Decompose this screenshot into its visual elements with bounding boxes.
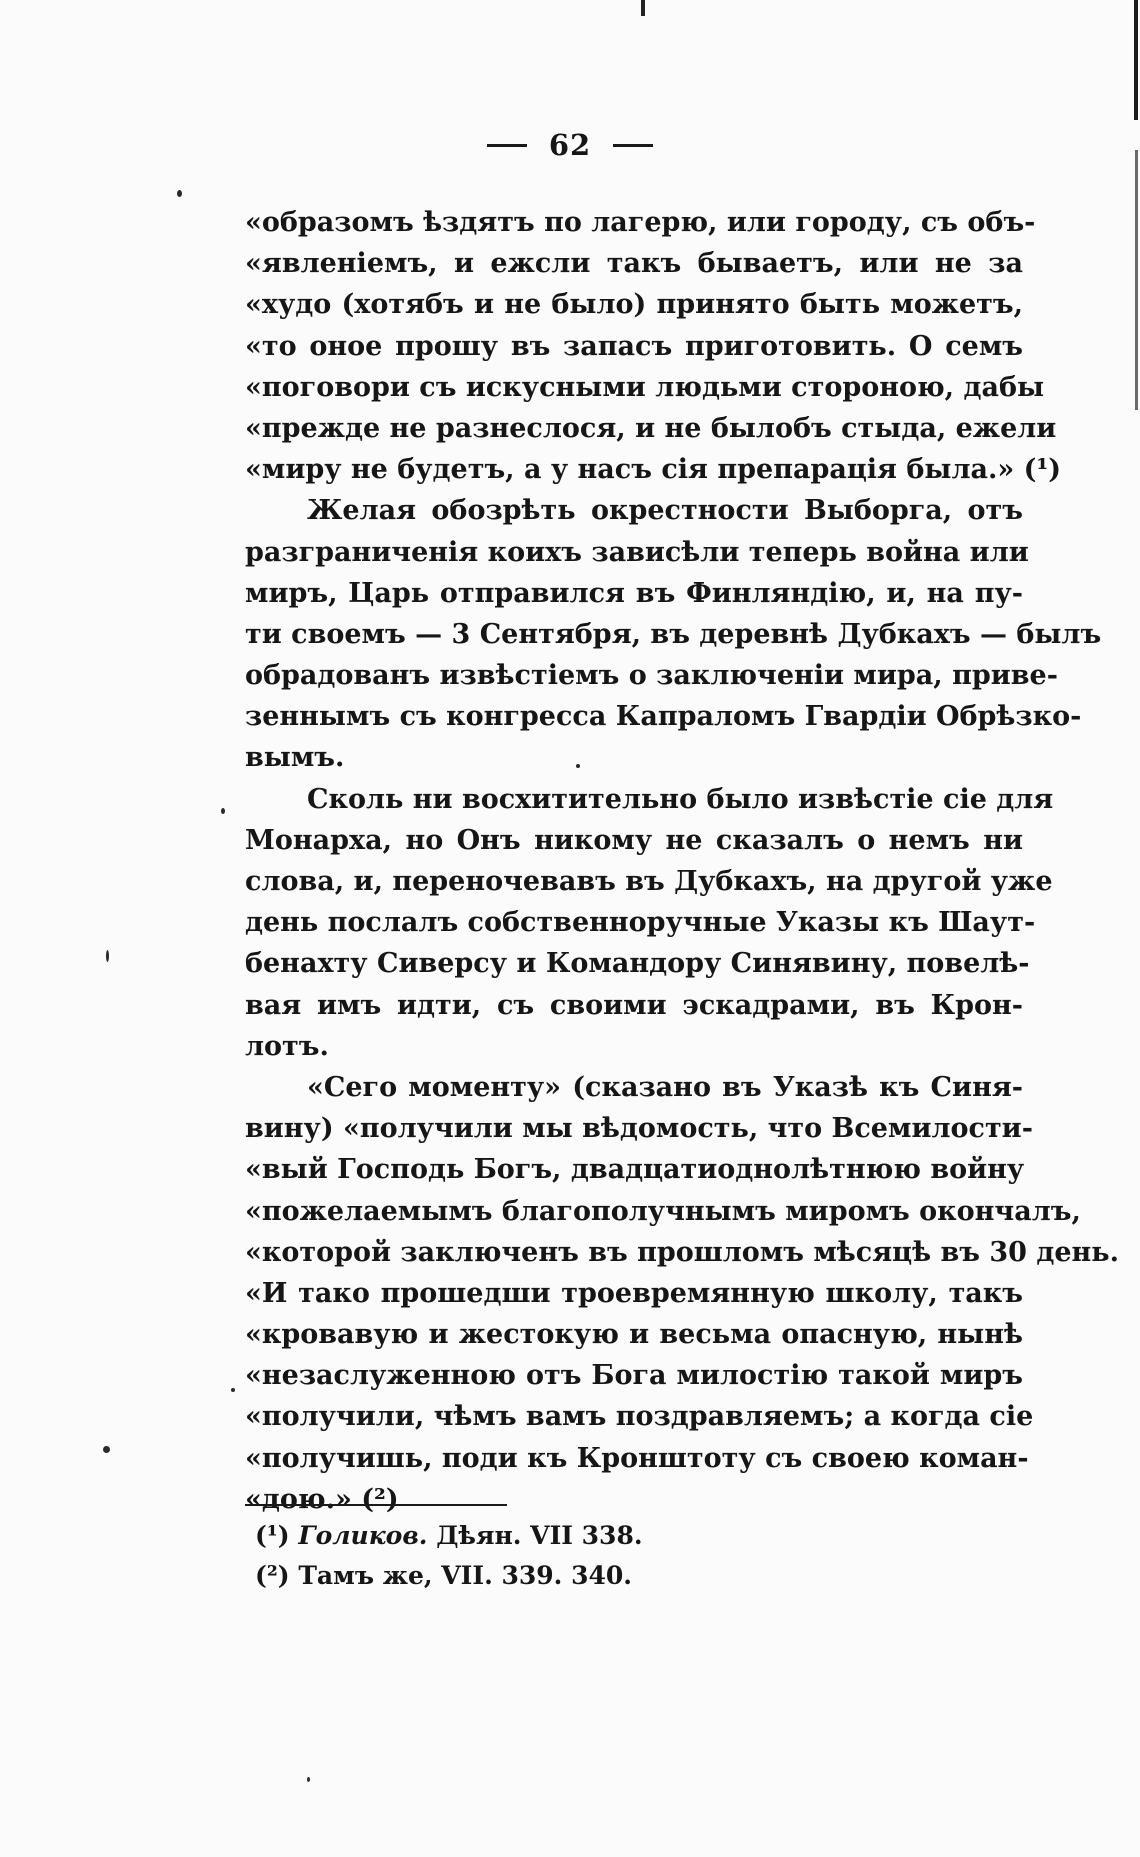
text-line: разграниченія коихъ зависѣли теперь война или (245, 536, 1029, 568)
scan-speck (307, 1777, 310, 1782)
text-line: бенахту Сиверсу и Командору Синявину, повелѣ- (245, 948, 1030, 980)
footnote-marker: (¹) (255, 1521, 290, 1550)
text-line: ти своемъ — 3 Сентября, въ деревнѣ Дубкахъ — былъ (245, 618, 1102, 650)
text-line: Монарха, но Онъ никому не сказалъ о немъ ни (245, 824, 1023, 856)
text-line: «то оное прошу въ запасъ приготовить. О семъ (245, 330, 1023, 362)
scan-speck (576, 764, 580, 768)
text-line: «худо (хотябъ и не было) принято быть можетъ, (245, 289, 1023, 321)
text-line: слова, и, переночевавъ въ Дубкахъ, на другой уже (245, 866, 1053, 897)
text-line: день послалъ собственноручные Указы къ Шаут- (245, 907, 1036, 939)
text-line: зеннымъ съ конгресса Капраломъ Гвардіи Обрѣзко- (245, 701, 1082, 733)
text-line: «Сего моменту» (сказано въ Указѣ къ Синя- (307, 1071, 1023, 1103)
footnote-marker: (²) (255, 1561, 290, 1590)
text-line: «пожелаемымъ благополучнымъ миромъ окончалъ, (245, 1195, 1081, 1227)
footnotes (255, 1516, 755, 1596)
scan-edge (1135, 150, 1138, 410)
text-line: «которой заключенъ въ прошломъ мѣсяцѣ въ 30 день. (245, 1236, 1120, 1268)
scan-mark (641, 0, 645, 16)
text-line: «получишь, поди къ Кронштоту съ своею коман- (245, 1442, 1029, 1474)
text-line: «вый Господь Богъ, двадцатиоднолѣтнюю войну (245, 1154, 1025, 1186)
text-line: «явленіемъ, и ежсли такъ бываетъ, или не за (245, 248, 1023, 280)
text-line: обрадованъ извѣстіемъ о заключеніи мира, приве- (245, 660, 1058, 692)
text-line: «кровавую и жестокую и весьма опасную, нынѣ (245, 1319, 1023, 1351)
scan-speck (231, 1388, 235, 1392)
page-number-dash (487, 144, 527, 147)
footnote (255, 1556, 755, 1596)
text-line: «прежде не разнеслося, и не былобъ стыда, ежели (245, 412, 1057, 444)
footnote-author: Голиков. (298, 1521, 428, 1550)
page-number-dash (613, 144, 653, 147)
page-number-value: 62 (548, 128, 592, 162)
text-line: «И тако прошедши троевремянную школу, такъ (245, 1277, 1023, 1309)
text-line: «миру не будетъ, а у насъ сія препарація была.» (¹) (245, 454, 1062, 486)
text-line: Сколь ни восхитительно было извѣстіе сіе для (307, 783, 1054, 815)
text-line: лотъ. (245, 1030, 329, 1062)
text-line: вымъ. (245, 742, 345, 774)
footnote-separator (245, 1504, 507, 1506)
footnote (255, 1516, 755, 1556)
text-line: «дою.» (²) (245, 1483, 399, 1515)
footnote-text: Тамъ же, VII. 339. 340. (298, 1561, 632, 1590)
body-text (245, 202, 1120, 1520)
text-line: вая имъ идти, съ своими эскадрами, въ Крон- (245, 989, 1023, 1021)
footnote-text: Дѣян. VII 338. (436, 1521, 643, 1550)
text-line: «незаслуженною отъ Бога милостію такой миръ (245, 1360, 1023, 1392)
text-line: миръ, Царь отправился въ Финляндію, и, на пу- (245, 577, 1023, 609)
page-number (0, 128, 1140, 162)
text-line: «образомъ ѣздятъ по лагерю, или городу, съ объ- (245, 207, 1036, 238)
scan-speck (106, 950, 109, 962)
text-line: вину) «получили мы вѣдомость, что Всемилости- (245, 1113, 1033, 1145)
scan-speck (221, 808, 225, 814)
text-line: Желая обозрѣть окрестности Выборга, отъ (307, 495, 1023, 527)
scan-speck (177, 190, 182, 197)
text-line: «получили, чѣмъ вамъ поздравляемъ; а когда сіе (245, 1401, 1034, 1433)
scan-edge (1134, 0, 1138, 120)
text-line: «поговори съ искусными людьми стороною, дабы (245, 371, 1045, 403)
scan-speck (103, 1446, 110, 1453)
